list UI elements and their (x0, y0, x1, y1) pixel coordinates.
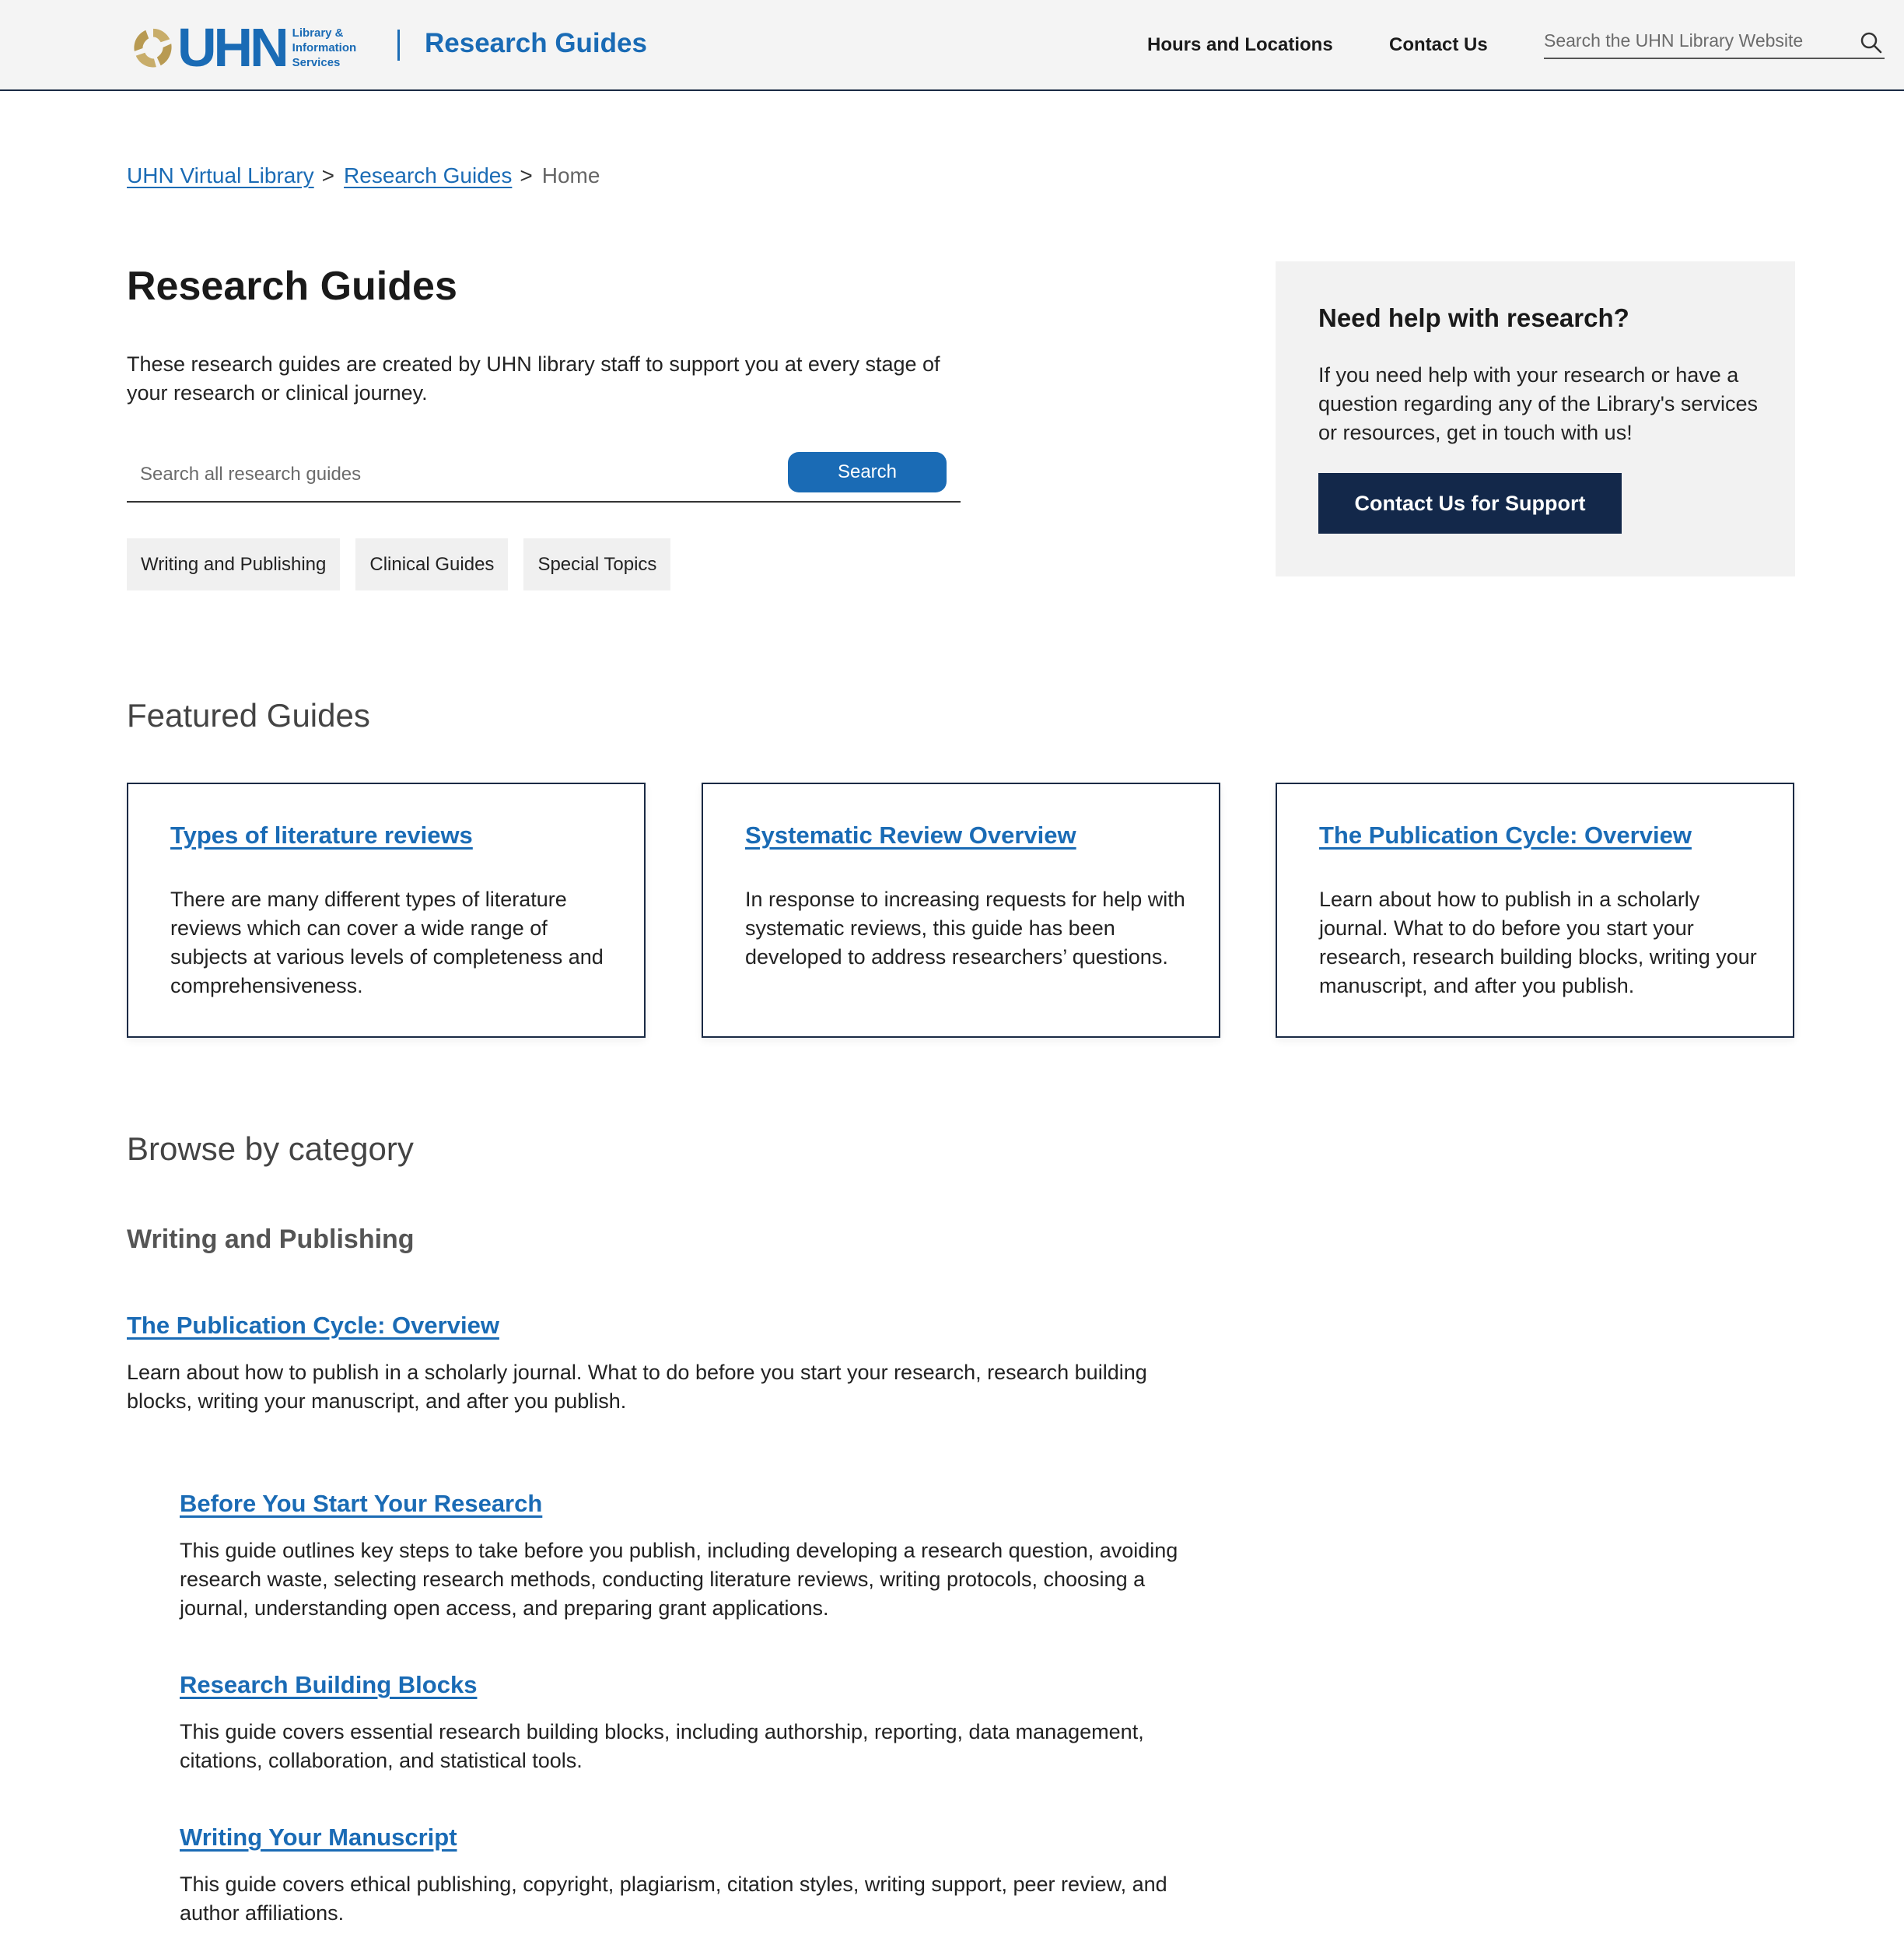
guide-desc: Learn about how to publish in a scholarly journal. What to do before you start your research, research building blocks, writing your manuscript, and after you publish. (127, 1361, 1147, 1413)
help-title: Need help with research? (1318, 303, 1629, 332)
site-search-input[interactable] (1544, 25, 1839, 56)
chip-clinical-guides[interactable]: Clinical Guides (355, 538, 508, 590)
featured-card-link[interactable]: Systematic Review Overview (745, 822, 1076, 849)
featured-card (702, 783, 1220, 1038)
breadcrumb (127, 163, 600, 188)
uhn-logo[interactable] (131, 17, 370, 78)
help-box (1276, 261, 1795, 576)
featured-card (1276, 783, 1794, 1038)
header-divider (397, 30, 400, 61)
breadcrumb-link-research-guides[interactable]: Research Guides (344, 163, 513, 187)
sub-guide-desc: This guide covers essential research building blocks, including authorship, reporting, data management, citations, collaboration, and statistical tools. (180, 1720, 1144, 1772)
featured-card-desc: In response to increasing requests for help with systematic reviews, this guide has been developed to address researchers’ questions. (745, 888, 1185, 969)
search-button[interactable]: Search (788, 452, 947, 492)
sub-guide-link[interactable]: Research Building Blocks (180, 1671, 478, 1698)
search-icon[interactable] (1860, 31, 1883, 54)
category-heading: Writing and Publishing (127, 1225, 415, 1254)
featured-card-link[interactable]: Types of literature reviews (170, 822, 473, 849)
logo-sub-line: Library & (292, 26, 344, 40)
breadcrumb-current: Home (541, 163, 600, 187)
guide-search (127, 450, 961, 503)
nav-contact-us[interactable]: Contact Us (1389, 34, 1488, 55)
chip-writing-publishing[interactable]: Writing and Publishing (127, 538, 340, 590)
sub-guide-entry (180, 1490, 1191, 1623)
browse-heading: Browse by category (127, 1130, 414, 1167)
help-text: If you need help with your research or have a question regarding any of the Library's services or resources, get in touch with us! (1318, 363, 1758, 444)
breadcrumb-separator: > (321, 163, 335, 187)
featured-card-desc: Learn about how to publish in a scholarly journal. What to do before you start your research, research building blocks, writing your manuscript, and after you publish. (1319, 888, 1757, 997)
site-search (1544, 25, 1885, 59)
sub-guide-desc: This guide outlines key steps to take before you publish, including developing a research question, avoiding research waste, selecting research methods, conducting literature reviews, writing protocols, choosing a journal, understanding open access, and preparing grant applications. (180, 1539, 1178, 1620)
intro-text: These research guides are created by UHN library staff to support you at every stage of your research or clinical journey. (127, 352, 940, 405)
guide-link[interactable]: The Publication Cycle: Overview (127, 1312, 499, 1339)
logo-wordmark: UHN (177, 17, 286, 78)
featured-card (127, 783, 646, 1038)
sub-guide-desc: This guide covers ethical publishing, copyright, plagiarism, citation styles, writing support, peer review, and author affiliations. (180, 1873, 1167, 1925)
featured-card-desc: There are many different types of literature reviews which can cover a wide range of subjects at various levels of completeness and comprehensiveness. (170, 888, 604, 997)
featured-heading: Featured Guides (127, 697, 370, 734)
guide-entry (127, 1312, 1169, 1416)
logo-sub-line: Services (292, 55, 341, 69)
chip-special-topics[interactable]: Special Topics (523, 538, 670, 590)
category-chips (127, 538, 670, 590)
logo-subtitle (292, 26, 370, 70)
contact-support-button[interactable]: Contact Us for Support (1318, 473, 1622, 534)
guide-search-input[interactable] (140, 459, 887, 490)
sub-guide-entry (180, 1824, 1191, 1928)
site-title[interactable]: Research Guides (425, 28, 647, 58)
nav-hours-locations[interactable]: Hours and Locations (1147, 34, 1333, 55)
uhn-emblem-icon (131, 23, 176, 72)
sub-guide-entry (180, 1671, 1191, 1775)
breadcrumb-separator: > (520, 163, 533, 187)
page-title: Research Guides (127, 264, 457, 309)
sub-guide-link[interactable]: Before You Start Your Research (180, 1490, 543, 1517)
site-header (0, 0, 1904, 91)
logo-sub-line: Information (292, 40, 357, 54)
featured-card-link[interactable]: The Publication Cycle: Overview (1319, 822, 1692, 849)
breadcrumb-link-virtual-library[interactable]: UHN Virtual Library (127, 163, 314, 187)
sub-guide-link[interactable]: Writing Your Manuscript (180, 1824, 457, 1851)
